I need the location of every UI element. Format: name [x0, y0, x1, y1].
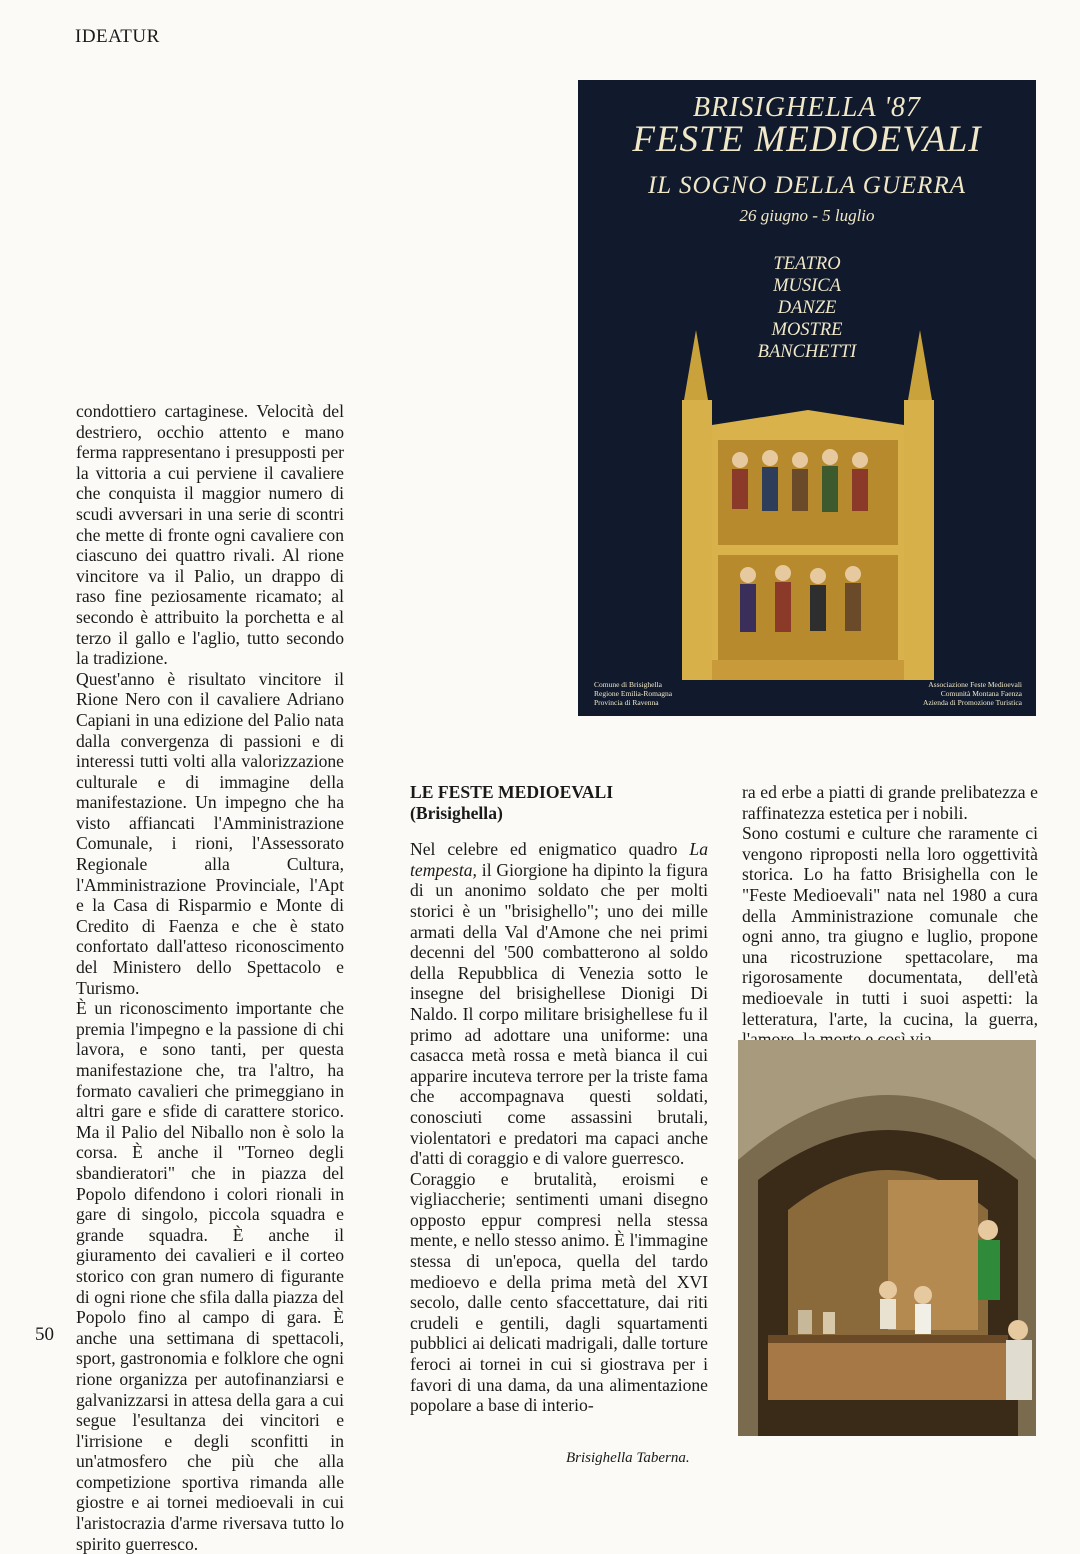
paragraph: È un riconoscimento importante che premia l'impegno e la passione di chi lavora, e sono tanti, per questa manifestazione che, tra l'altro, ha formato cavalieri che primeggiano in altri gare e sfide di carattere storico. Ma il Palio del Niballo non è solo la corsa. È anche il "Torneo degli sbandieratori" che in piazza del Popolo difendono i colori rionali in gare di singolo, piccola squadra e grande squadra. È anche il giuramento dei cavalieri e il corteo storico con gran numero di figurante di ogni rione che sfila dalla piazza del Popolo fino al campo di gara. È anche una settimana di spettacoli, sport, gastronomia e folklore che ogni rione organizza per autofinanziarsi e galvanizzarsi in attesa della gara a cui segue l'esultanza dei vincitori e l'irrisione e degli sconfitti in un'atmosfero che più che alla competizione sportiva rimanda alle giostre e ai tornei medioevali in cui l'aristocrazia d'arme riversava tutto lo spirito guerresco. [76, 998, 344, 1554]
taberna-photo-illustration [738, 1040, 1036, 1436]
poster-gothic-panel-illustration [678, 330, 938, 682]
poster-dates: 26 giugno - 5 luglio [739, 206, 875, 225]
paragraph: Coraggio e brutalità, eroismi e vigliaccherie; sentimenti umani disegno opposto eppur compresi nella stessa mente, e nello stesso animo. È l'immagine stessa di un'epoca, quella del tardo medioevo e della prima metà del XVI secolo, dalle cento sfaccettature, dai riti crudeli e gentili, dagli squartamenti pubblici ai delicati madrigali, dalle torture feroci ai tornei in cui si giostrava per i favori di una dama, da una alimentazione popolare a base di interio- [410, 1168, 708, 1416]
paragraph: ra ed erbe a piatti di grande prelibatezza e raffinatezza estetica per i nobili. [742, 782, 1038, 823]
text-run: il Giorgione ha dipinto la figura di un anonimo soldato che per molti storici è un "brisighello"; uno dei mille armati della Val d'Amone che nei primi decenni del '500 combatterono al soldo della Repubblica di Venezia sotto le insegne del brisighellese Dionigi Di Naldo. Il corpo militare brisighellese fu il primo ad adottare una uniforme: una casacca metà rossa e metà bianca il cui apparire incuteva terrore per la triste fama che accompagnava questi soldati, conosciuti come assassini brutali, violentatori e predatori ma capaci anche d'atti di coraggio e di valore guerresco. [410, 859, 708, 1169]
paragraph: Sono costumi e culture che raramente ci vengono riproposti nella loro oggettività storica. Lo ha fatto Brisighella con le "Feste Medioevali" nata nel 1980 a cura della Amministrazione comunale che ogni anno, tra giugno e luglio, propone una ricostruzione spettacolare, ma rigorosamente documentata, dell'età medioevale in tutti i suoi aspetti: la letteratura, l'arte, la cucina, la guerra, [742, 823, 1038, 1029]
poster-footer-line: Azienda di Promozione Turistica [923, 698, 1022, 707]
painting-title: La tempesta, [410, 839, 708, 880]
text-run: Nel celebre ed enigmatico quadro [410, 839, 690, 860]
paragraph [410, 839, 708, 1169]
poster-activity: MUSICA [773, 276, 841, 296]
poster-footer-right [923, 680, 1022, 707]
taberna-photo [738, 1040, 1036, 1436]
poster-footer-line: Provincia di Ravenna [594, 698, 659, 707]
poster-activity: MOSTRE [771, 320, 843, 340]
article-subheading: (Brisighella) [410, 802, 503, 823]
poster-footer-line: Comunità Montana Faenza [940, 689, 1022, 698]
paragraph: condottiero cartaginese. Velocità del destriero, occhio attento e mano ferma rappresentano i presupposti per la vittoria a cui perviene il cavaliere che conquista il maggior numero di scudi avversari in una serie di scontri che mette di fronte ogni cavaliere con ciascuno dei quattro rivali. Al rione vincitore va il Palio, un drappo di raso fine peziosamente ricamato; al secondo è attribuito la porchetta e al terzo il gallo e l'aglio, tutto secondo la tradizione. [76, 401, 344, 669]
article-heading: LE FESTE MEDIOEVALI [410, 782, 614, 802]
article-column-3 [742, 782, 1038, 1050]
poster-title-line2: FESTE MEDIOEVALI [632, 119, 982, 160]
poster-title-line3: IL SOGNO DELLA GUERRA [647, 172, 966, 199]
paragraph: Quest'anno è risultato vincitore il Rione Nero con il cavaliere Adriano Capiani in una edizione del Palio nata dalla convergenza di passioni e di interessi tutti volti alla valorizzazione culturale e di immagine della manifestazione. Un impegno che ha visto affiancati l'Amministrazione Comunale, i rioni, l'Assessorato Regionale alla Cultura, l'Amministrazione Provinciale, l'Apt e la Casa di Risparmio e Monte di Credito di Faenza e che è stato confortato dall'atteso riconoscimento del Ministero dello Spettacolo e Turismo. [76, 668, 344, 998]
festival-poster [578, 80, 1036, 716]
photo-caption: Brisighella Taberna. [566, 1450, 690, 1466]
poster-footer-line: Regione Emilia-Romagna [594, 689, 673, 698]
article-column-2 [410, 782, 708, 1416]
poster-footer-line: Associazione Feste Medioevali [928, 680, 1022, 689]
poster-footer-line: Comune di Brisighella [594, 680, 662, 689]
section-header: IDEATUR [75, 26, 160, 47]
poster-footer-left [594, 680, 672, 707]
poster-title-line1: BRISIGHELLA '87 [692, 92, 922, 123]
page-number: 50 [35, 1324, 54, 1345]
poster-activity: DANZE [777, 298, 837, 318]
article-column-1 [76, 401, 344, 1554]
poster-activity: TEATRO [773, 254, 841, 274]
poster-activity: BANCHETTI [757, 342, 857, 362]
